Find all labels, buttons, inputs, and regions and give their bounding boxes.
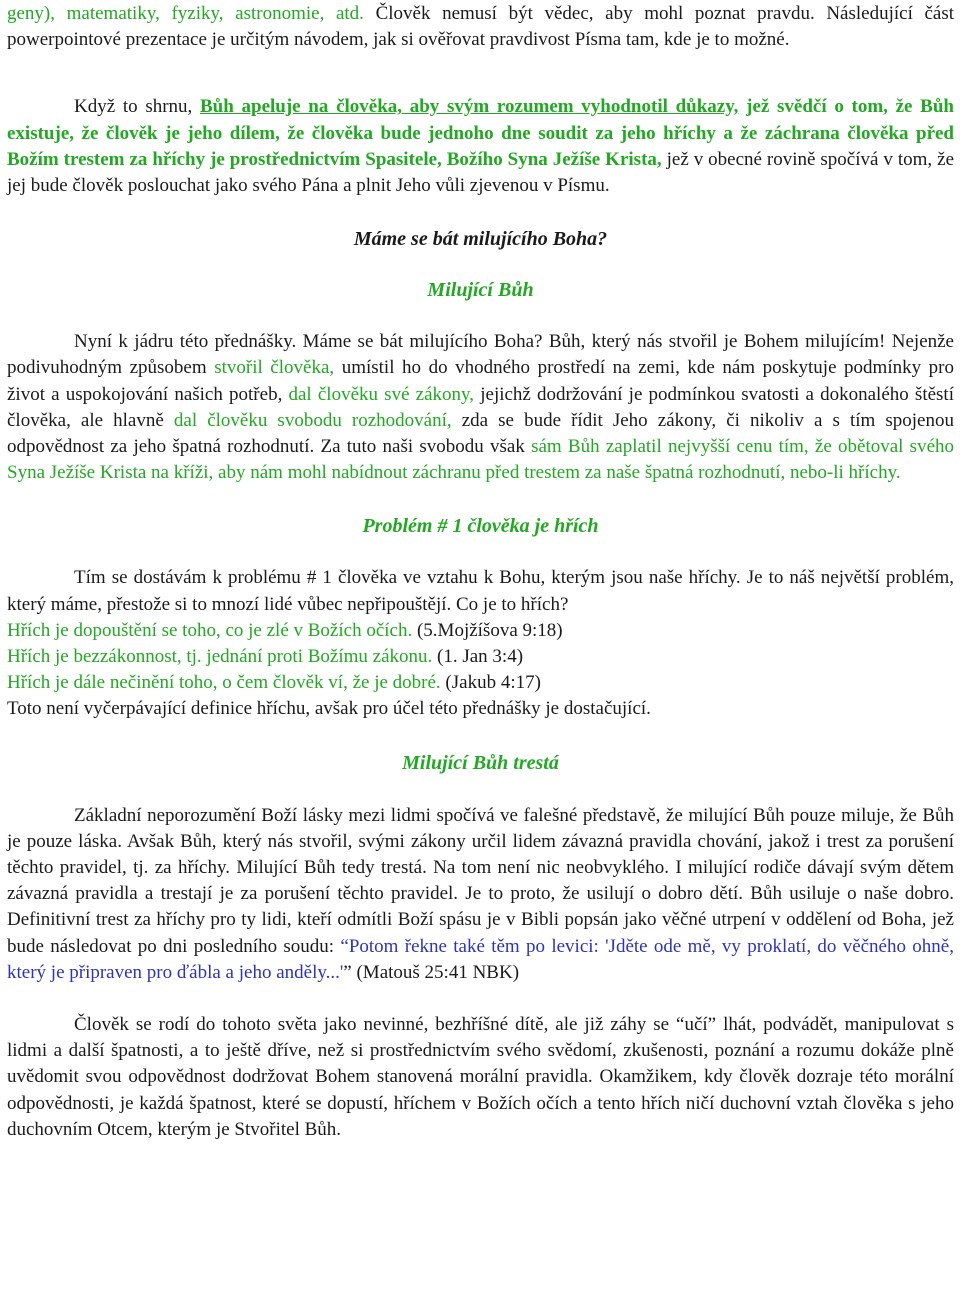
highlighted-text: geny), matematiky, fyziky, astronomie,	[7, 3, 336, 24]
paragraph-punishes	[7, 803, 954, 986]
heading-problem-sin: Problém # 1 člověka je hřích	[362, 515, 599, 538]
text-run: Když to shrnu,	[74, 96, 200, 118]
highlighted-text: dal člověku svobodu rozhodování,	[173, 409, 452, 431]
text-run: (Jakub 4:17)	[440, 672, 541, 694]
text-run: ” (Matouš 25:41 NBK)	[343, 961, 520, 983]
text-run: Základní neporozumění Boží lásky mezi lidmi spočívá ve falešné představě, že milující Bůh pouze miluje, že Bůh je pouze láska. Avšak Bůh, který nás stvořil, svými zákony určil lidem závazná pravidla chování, jakož i trest za porušení těchto pravidel, tj. za hříchy. Milující Bůh tedy trestá. Na tom není nic neobvyklého. I milující rodiče dávají svým dětem závazná pravidla a trestají je za porušení těchto pravidel. Je to proto, že usilují o dobro dětí. Bůh usiluje o naše dobro. Definitivní trest za hříchy pro ty lidi, kteří odmítli Boží spásu je v Bibli popsán jako věčné utrpení v oddělení od Boha, jež bude následovat po dni posledního soudu:	[7, 804, 954, 957]
sin-definition-line	[7, 696, 954, 722]
sin-definitions	[7, 618, 954, 723]
sin-definition-line	[7, 670, 954, 696]
highlighted-text: Hřích je dále nečinění toho, o čem člověk ví, že je dobré.	[7, 672, 441, 694]
bible-quote: “Potom řekne také těm po levici: 'Jděte ode mě, vy proklatí, do věčného ohně, který je připraven pro ďábla a jeho anděly...'	[7, 935, 954, 983]
highlighted-text: stvořil člověka,	[214, 357, 335, 379]
paragraph-loving-god	[7, 329, 954, 486]
text-run: (5.Mojžíšova 9:18)	[412, 619, 563, 641]
paragraph-opening	[7, 1, 954, 53]
heading-loving-god-punishes: Milující Bůh trestá	[402, 751, 559, 774]
paragraph-human-nature	[7, 1012, 954, 1143]
paragraph-problem-sin	[7, 565, 954, 617]
text-run: Tím se dostávám k problému # 1 člověka ve vztahu k Bohu, kterým jsou naše hříchy. Je to náš největší problém, který máme, přestože si to mnozí lidé vůbec nepřipouštějí. Co je to hřích?	[7, 567, 954, 615]
sin-definition-line	[7, 618, 954, 644]
paragraph-summary	[7, 94, 954, 199]
heading-loving-god: Milující Bůh	[427, 279, 534, 302]
highlighted-text: Hřích je bezzákonnost, tj. jednání proti Božímu zákonu.	[7, 646, 433, 668]
highlighted-text: Hřích je dopouštění se toho, co je zlé v Božích očích.	[7, 619, 413, 641]
text-run: (1. Jan 3:4)	[432, 646, 524, 668]
text-run: Nyní k jádru této přednášky. Máme se bát milujícího Boha? Bůh, který nás stvořil je Bohem milujícím! Nejenže podivuhodným způsobem	[7, 331, 954, 379]
text-run: zda se bude řídit Jeho zákony, či nikoliv a s tím spojenou odpovědnost za jeho špatná rozhodnutí. Za tuto naši svobodu však	[7, 409, 954, 458]
text-run: Toto není vyčerpávající definice hříchu, avšak pro účel této přednášky je dostačující.	[7, 698, 651, 720]
heading-question: Máme se bát milujícího Boha?	[353, 228, 608, 251]
text-run: Člověk se rodí do tohoto světa jako nevinné, bezhříšné dítě, ale již záhy se “učí” lhát, podvádět, manipulovat s lidmi a další špatnosti, a to ještě dříve, než si prostřednictvím svého svědomí, zkušenosti, poznání a rozumu dokáže plně uvědomit svou odpovědnost dodržovat Bohem stanovená morální pravidla. Okamžikem, kdy člověk dozraje této morální odpovědnosti, je každá špatnost, které se dopustí, hříchem v Božích očích a tento hřích ničí duchovní vztah člověka s jeho duchovním Otcem, kterým je Stvořitel Bůh.	[7, 1014, 954, 1140]
text-run: jež v obecné rovině spočívá v tom, že jej bude člověk poslouchat jako svého Pána a plnit Jeho vůli zjevenou v Písmu.	[7, 148, 954, 197]
text-run: Člověk nemusí být vědec, aby mohl poznat pravdu. Následující část powerpointové prezentace je určitým návodem, jak si ověřovat pravdivost Písma tam, kde je to možné.	[7, 3, 955, 51]
highlighted-text: jež svědčí o tom, že Bůh existuje, že člověk je jeho dílem, že člověka bude jednoho dne soudit za jeho hříchy a že záchrana člověka před Božím trestem za hříchy je prostřednictvím Spasitele, Božího Syna Ježíše Krista,	[7, 96, 954, 170]
text-run: jejichž dodržování je podmínkou svatosti a dokonalého štěstí člověka, ale hlavně	[7, 383, 954, 431]
highlighted-text: dal člověku své zákony,	[288, 383, 475, 405]
sin-definition-line	[7, 644, 954, 670]
highlighted-text: sám Bůh zaplatil nejvyšší cenu tím, že obětoval svého Syna Ježíše Krista na kříži, aby nám mohl nabídnout záchranu před trestem za naše špatná rozhodnutí, nebo-li hříchy.	[7, 436, 955, 484]
document-page	[0, 1, 960, 1143]
text-run: umístil ho do vhodného prostředí na zemi, kde nám poskytuje podmínky pro život a uspokojování našich potřeb,	[7, 357, 954, 405]
highlighted-text: atd.	[335, 3, 364, 24]
highlighted-text: Bůh apeluje na člověka, aby svým rozumem vyhodnotil důkazy,	[200, 96, 739, 118]
